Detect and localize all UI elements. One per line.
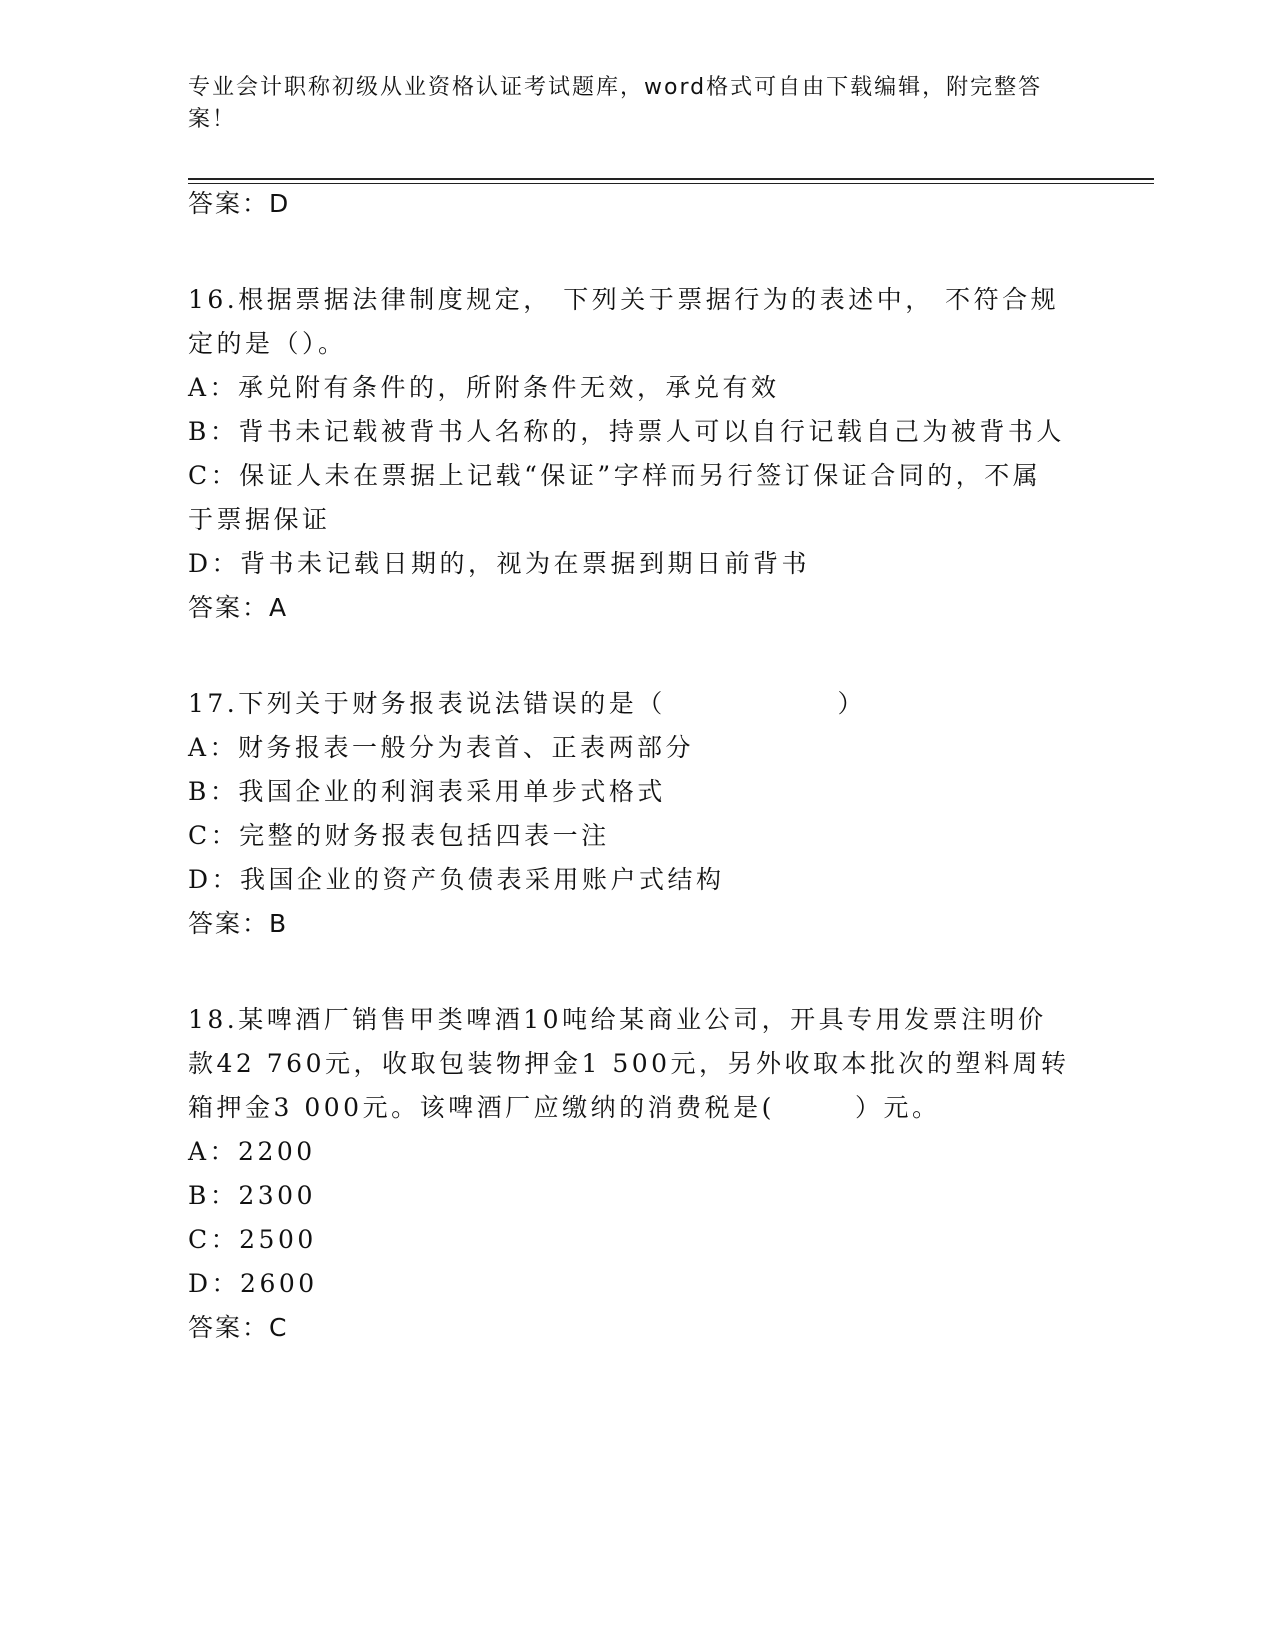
q16-option-b: B：背书未记载被背书人名称的，持票人可以自行记载自己为被背书人 <box>188 417 1065 446</box>
q16-option-d: D：背书未记载日期的，视为在票据到期日前背书 <box>188 549 811 578</box>
q16-option-c-line1: C：保证人未在票据上记载“保证”字样而另行签订保证合同的，不属 <box>188 461 1042 490</box>
q18-option-c: C：2500 <box>188 1225 317 1254</box>
q16-option-a: A：承兑附有条件的，所附条件无效，承兑有效 <box>188 373 780 402</box>
page-header: 专业会计职称初级从业资格认证考试题库，word格式可自由下载编辑，附完整答案！ <box>188 75 1043 132</box>
previous-answer: 答案：D <box>188 189 291 218</box>
q18-answer: 答案：C <box>188 1313 289 1342</box>
q17-answer: 答案：B <box>188 909 289 938</box>
q18-option-a: A：2200 <box>188 1137 316 1166</box>
q16-stem-line2: 定的是（）。 <box>188 329 347 358</box>
q16-option-c-line2: 于票据保证 <box>188 505 331 534</box>
q17-stem: 17.下列关于财务报表说法错误的是（ ） <box>188 689 866 718</box>
q16-stem-line1: 16.根据票据法律制度规定， 下列关于票据行为的表述中， 不符合规 <box>188 285 1060 314</box>
q17-option-a: A：财务报表一般分为表首、正表两部分 <box>188 733 695 762</box>
q17-option-d: D：我国企业的资产负债表采用账户式结构 <box>188 865 725 894</box>
q18-option-b: B：2300 <box>188 1181 316 1210</box>
q16-answer: 答案：A <box>188 593 289 622</box>
q18-stem-line1: 18.某啤酒厂销售甲类啤酒10吨给某商业公司，开具专用发票注明价 <box>188 1005 1047 1034</box>
q17-option-c: C：完整的财务报表包括四表一注 <box>188 821 610 850</box>
q18-stem-line2: 款42 760元，收取包装物押金1 500元，另外收取本批次的塑料周转 <box>188 1049 1070 1078</box>
q18-option-d: D：2600 <box>188 1269 318 1298</box>
q17-option-b: B：我国企业的利润表采用单步式格式 <box>188 777 666 806</box>
q18-stem-line3: 箱押金3 000元。该啤酒厂应缴纳的消费税是( ）元。 <box>188 1093 941 1122</box>
header-divider-thick <box>188 178 1154 180</box>
header-divider-thin <box>188 183 1154 184</box>
